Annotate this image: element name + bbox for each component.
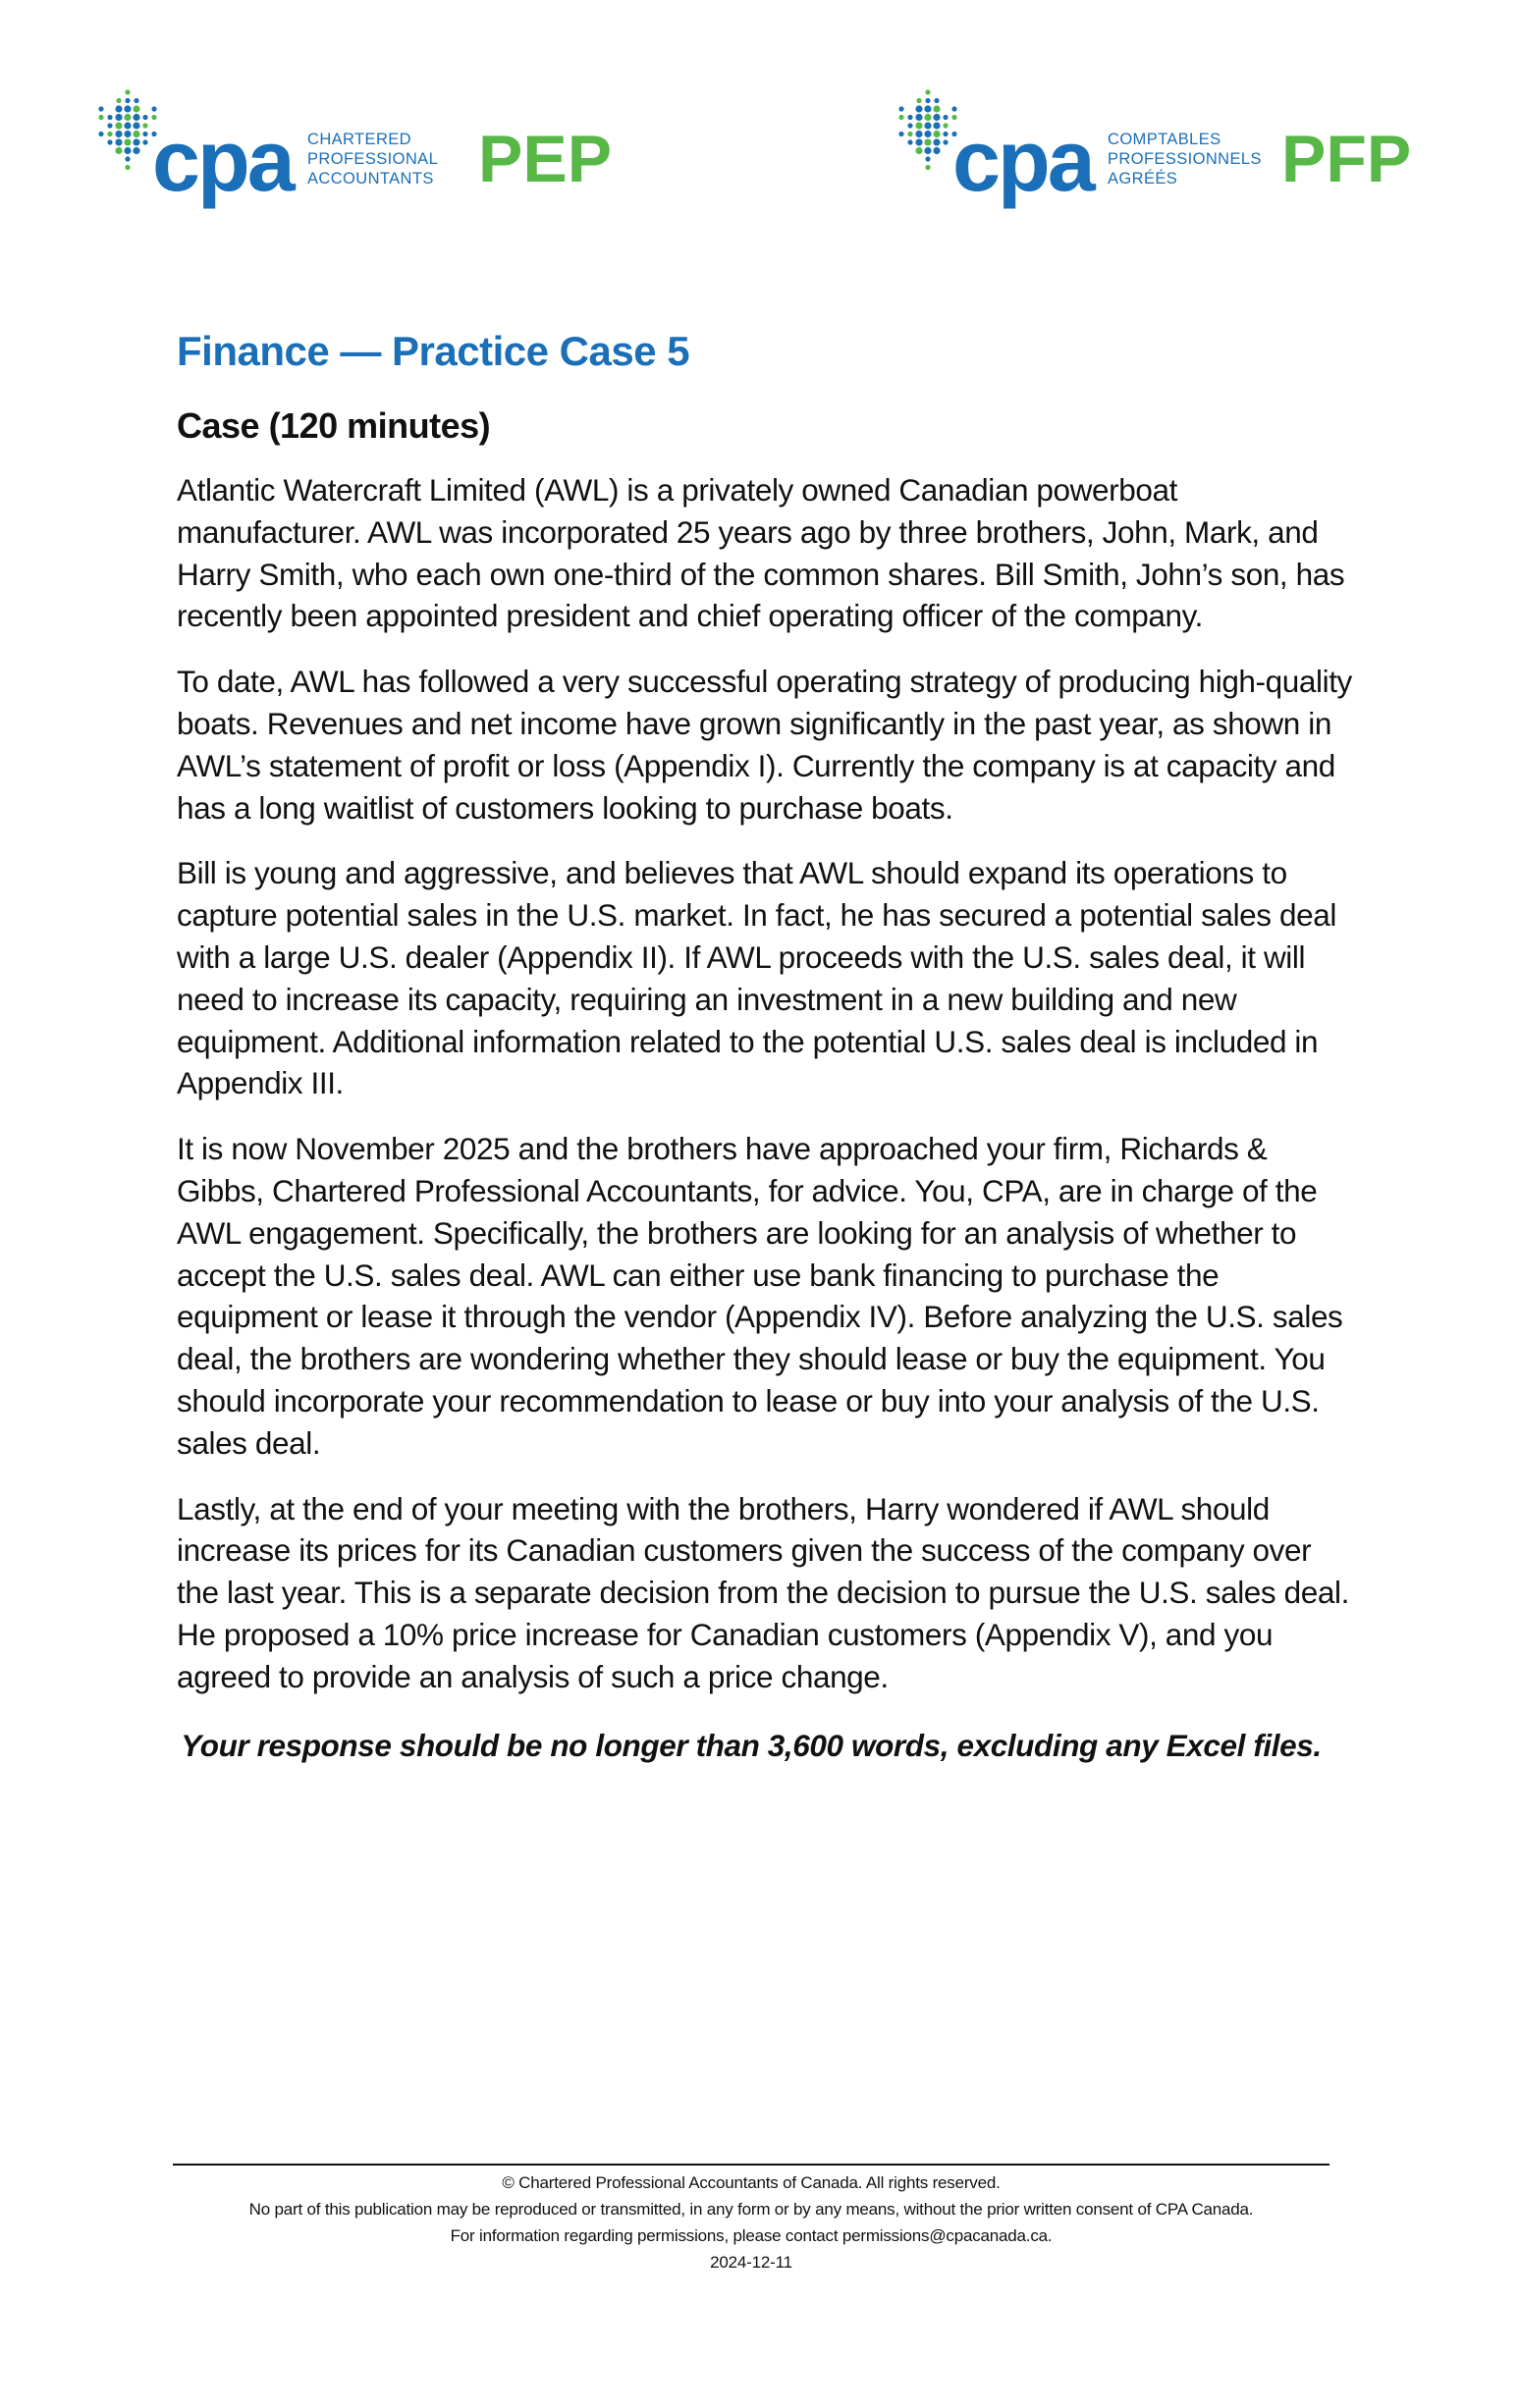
leaf-dot	[925, 156, 930, 161]
leaf-dot	[107, 132, 112, 136]
leaf-dot	[915, 105, 922, 112]
footer-permissions: For information regarding permissions, please contact permissions@cpacanada.ca.	[450, 2226, 1053, 2245]
leaf-dot	[116, 98, 121, 103]
leaf-dot	[115, 114, 122, 121]
case-paragraph: To date, AWL has followed a very successful operating strategy of producing high-quality boats. Revenues and net income have grown significantly in the past year, as shown in AWL’s statement of profit or loss (Appendix I). Currently the company is at capacity and has a long waitlist of customers looking to purchase boats.	[177, 664, 1352, 826]
case-paragraph: Atlantic Watercraft Limited (AWL) is a privately owned Canadian powerboat manufacturer. AWL was incorporated 25 years ago by three brothers, John, Mark, and Harry Smith, who each own one-third of the common shares. Bill Smith, John’s son, has recently been appointed president and chief operating officer of the company.	[177, 472, 1345, 634]
leaf-dot	[124, 122, 131, 129]
cpa-wordmark: cpa	[152, 112, 293, 209]
leaf-dot	[124, 105, 131, 112]
leaf-dot	[133, 131, 139, 137]
leaf-dot	[133, 114, 139, 121]
leaf-dot	[133, 147, 139, 154]
leaf-dot	[142, 123, 147, 128]
footer-date: 2024-12-11	[710, 2253, 792, 2272]
leaf-dot	[915, 122, 922, 129]
leaf-dot	[943, 123, 948, 128]
leaf-dot	[898, 115, 903, 120]
leaf-dot	[107, 123, 112, 128]
organization-name	[1108, 130, 1262, 188]
footer-reproduction-notice: No part of this publication may be reproduced or transmitted, in any form or by any means, without the prior written consent of CPA Canada.	[248, 2200, 1254, 2219]
leaf-dot	[98, 132, 103, 136]
program-acronym: PFP	[1281, 122, 1412, 196]
leaf-dot	[934, 98, 939, 103]
leaf-dot	[924, 105, 931, 112]
leaf-dot	[915, 147, 922, 154]
leaf-dot	[933, 147, 940, 154]
leaf-dot	[943, 139, 948, 144]
page-title: Finance — Practice Case 5	[177, 328, 690, 374]
leaf-dot	[907, 139, 912, 144]
leaf-dot	[115, 147, 122, 154]
leaf-dot	[943, 115, 948, 120]
leaf-dot	[98, 106, 103, 111]
leaf-dot	[916, 98, 921, 103]
footer-divider	[173, 2164, 1329, 2166]
leaf-dot	[125, 98, 130, 103]
leaf-dot	[107, 115, 112, 120]
leaf-dot	[915, 114, 922, 121]
leaf-dot	[151, 106, 156, 111]
leaf-dot	[115, 122, 122, 129]
leaf-dot	[907, 123, 912, 128]
leaf-dot	[125, 165, 130, 170]
case-paragraph: It is now November 2025 and the brothers have approached your firm, Richards & Gibbs, Chartered Professional Accountants, for advice. You, CPA, are in charge of the AWL engagement. Specifically, the brothers are looking for an analysis of whether to accept the U.S. sales deal. AWL can either use bank financing to purchase the equipment or lease it through the vendor (Appendix IV). Before analyzing the U.S. sales deal, the brothers are wondering whether they should lease or buy the equipment. You should incorporate your recommendation to lease or buy into your analysis of the U.S. sales deal.	[177, 1131, 1343, 1461]
leaf-dot	[133, 105, 139, 112]
case-paragraph: Bill is young and aggressive, and believes that AWL should expand its operations to capture potential sales in the U.S. market. In fact, he has secured a potential sales deal with a large U.S. dealer (Appendix II). If AWL proceeds with the U.S. sales deal, it will need to increase its capacity, requiring an investment in a new building and new equipment. Additional information related to the potential U.S. sales deal is included in Appendix III.	[177, 855, 1336, 1101]
leaf-dot	[898, 106, 903, 111]
leaf-dot	[125, 156, 130, 161]
leaf-dot	[915, 138, 922, 145]
leaf-dot	[107, 139, 112, 144]
leaf-dot	[142, 115, 147, 120]
leaf-dot	[142, 132, 147, 136]
cpa-pep-logo-en	[93, 86, 624, 209]
leaf-dot	[98, 115, 103, 120]
leaf-dot	[924, 147, 931, 154]
footer-copyright: © Chartered Professional Accountants of Canada. All rights reserved.	[502, 2173, 1001, 2192]
leaf-dot	[915, 131, 922, 137]
organization-name-line: COMPTABLES	[1108, 131, 1221, 148]
leaf-dot	[907, 132, 912, 136]
case-paragraph: Lastly, at the end of your meeting with the brothers, Harry wondered if AWL should increase its prices for its Canadian customers given the success of the company over the last year. This is a separate decision from the decision to pursue the U.S. sales deal. He proposed a 10% price increase for Canadian customers (Appendix V), and you agreed to provide an analysis of such a price change.	[177, 1490, 1349, 1694]
leaf-dot	[134, 98, 138, 103]
leaf-dot	[943, 132, 948, 136]
organization-name-line: PROFESSIONNELS	[1108, 150, 1262, 168]
organization-name-line: AGRÉÉS	[1108, 170, 1178, 187]
leaf-dot	[124, 114, 131, 121]
leaf-dot	[133, 122, 139, 129]
leaf-dot	[115, 105, 122, 112]
organization-name-line: CHARTERED	[307, 131, 411, 148]
leaf-dot	[125, 89, 130, 94]
leaf-dot	[115, 131, 122, 137]
leaf-dot	[142, 139, 147, 144]
program-acronym: PEP	[478, 122, 613, 196]
leaf-dot	[907, 115, 912, 120]
leaf-dot	[925, 89, 930, 94]
leaf-dot	[933, 114, 940, 121]
cpa-pfp-logo-fr	[894, 86, 1424, 209]
leaf-dot	[933, 105, 940, 112]
leaf-dot	[115, 138, 122, 145]
leaf-dot	[924, 131, 931, 137]
organization-name-line: ACCOUNTANTS	[307, 170, 434, 187]
leaf-dot	[924, 114, 931, 121]
leaf-dot	[933, 138, 940, 145]
leaf-dot	[933, 122, 940, 129]
case-content	[177, 324, 1352, 1767]
leaf-dot	[951, 106, 956, 111]
leaf-dot	[133, 138, 139, 145]
leaf-dot	[924, 138, 931, 145]
organization-name-line: PROFESSIONAL	[307, 150, 439, 168]
case-subtitle: Case (120 minutes)	[177, 405, 491, 446]
leaf-dot	[924, 122, 931, 129]
cpa-wordmark: cpa	[952, 112, 1093, 209]
organization-name	[307, 130, 438, 188]
leaf-dot	[124, 131, 131, 137]
leaf-dot	[933, 131, 940, 137]
word-limit-note: Your response should be no longer than 3,600 words, excluding any Excel files.	[181, 1727, 1322, 1763]
leaf-dot	[124, 138, 131, 145]
leaf-dot	[124, 147, 131, 154]
leaf-dot	[898, 132, 903, 136]
leaf-dot	[925, 98, 930, 103]
footer	[173, 2169, 1329, 2275]
leaf-dot	[925, 165, 930, 170]
